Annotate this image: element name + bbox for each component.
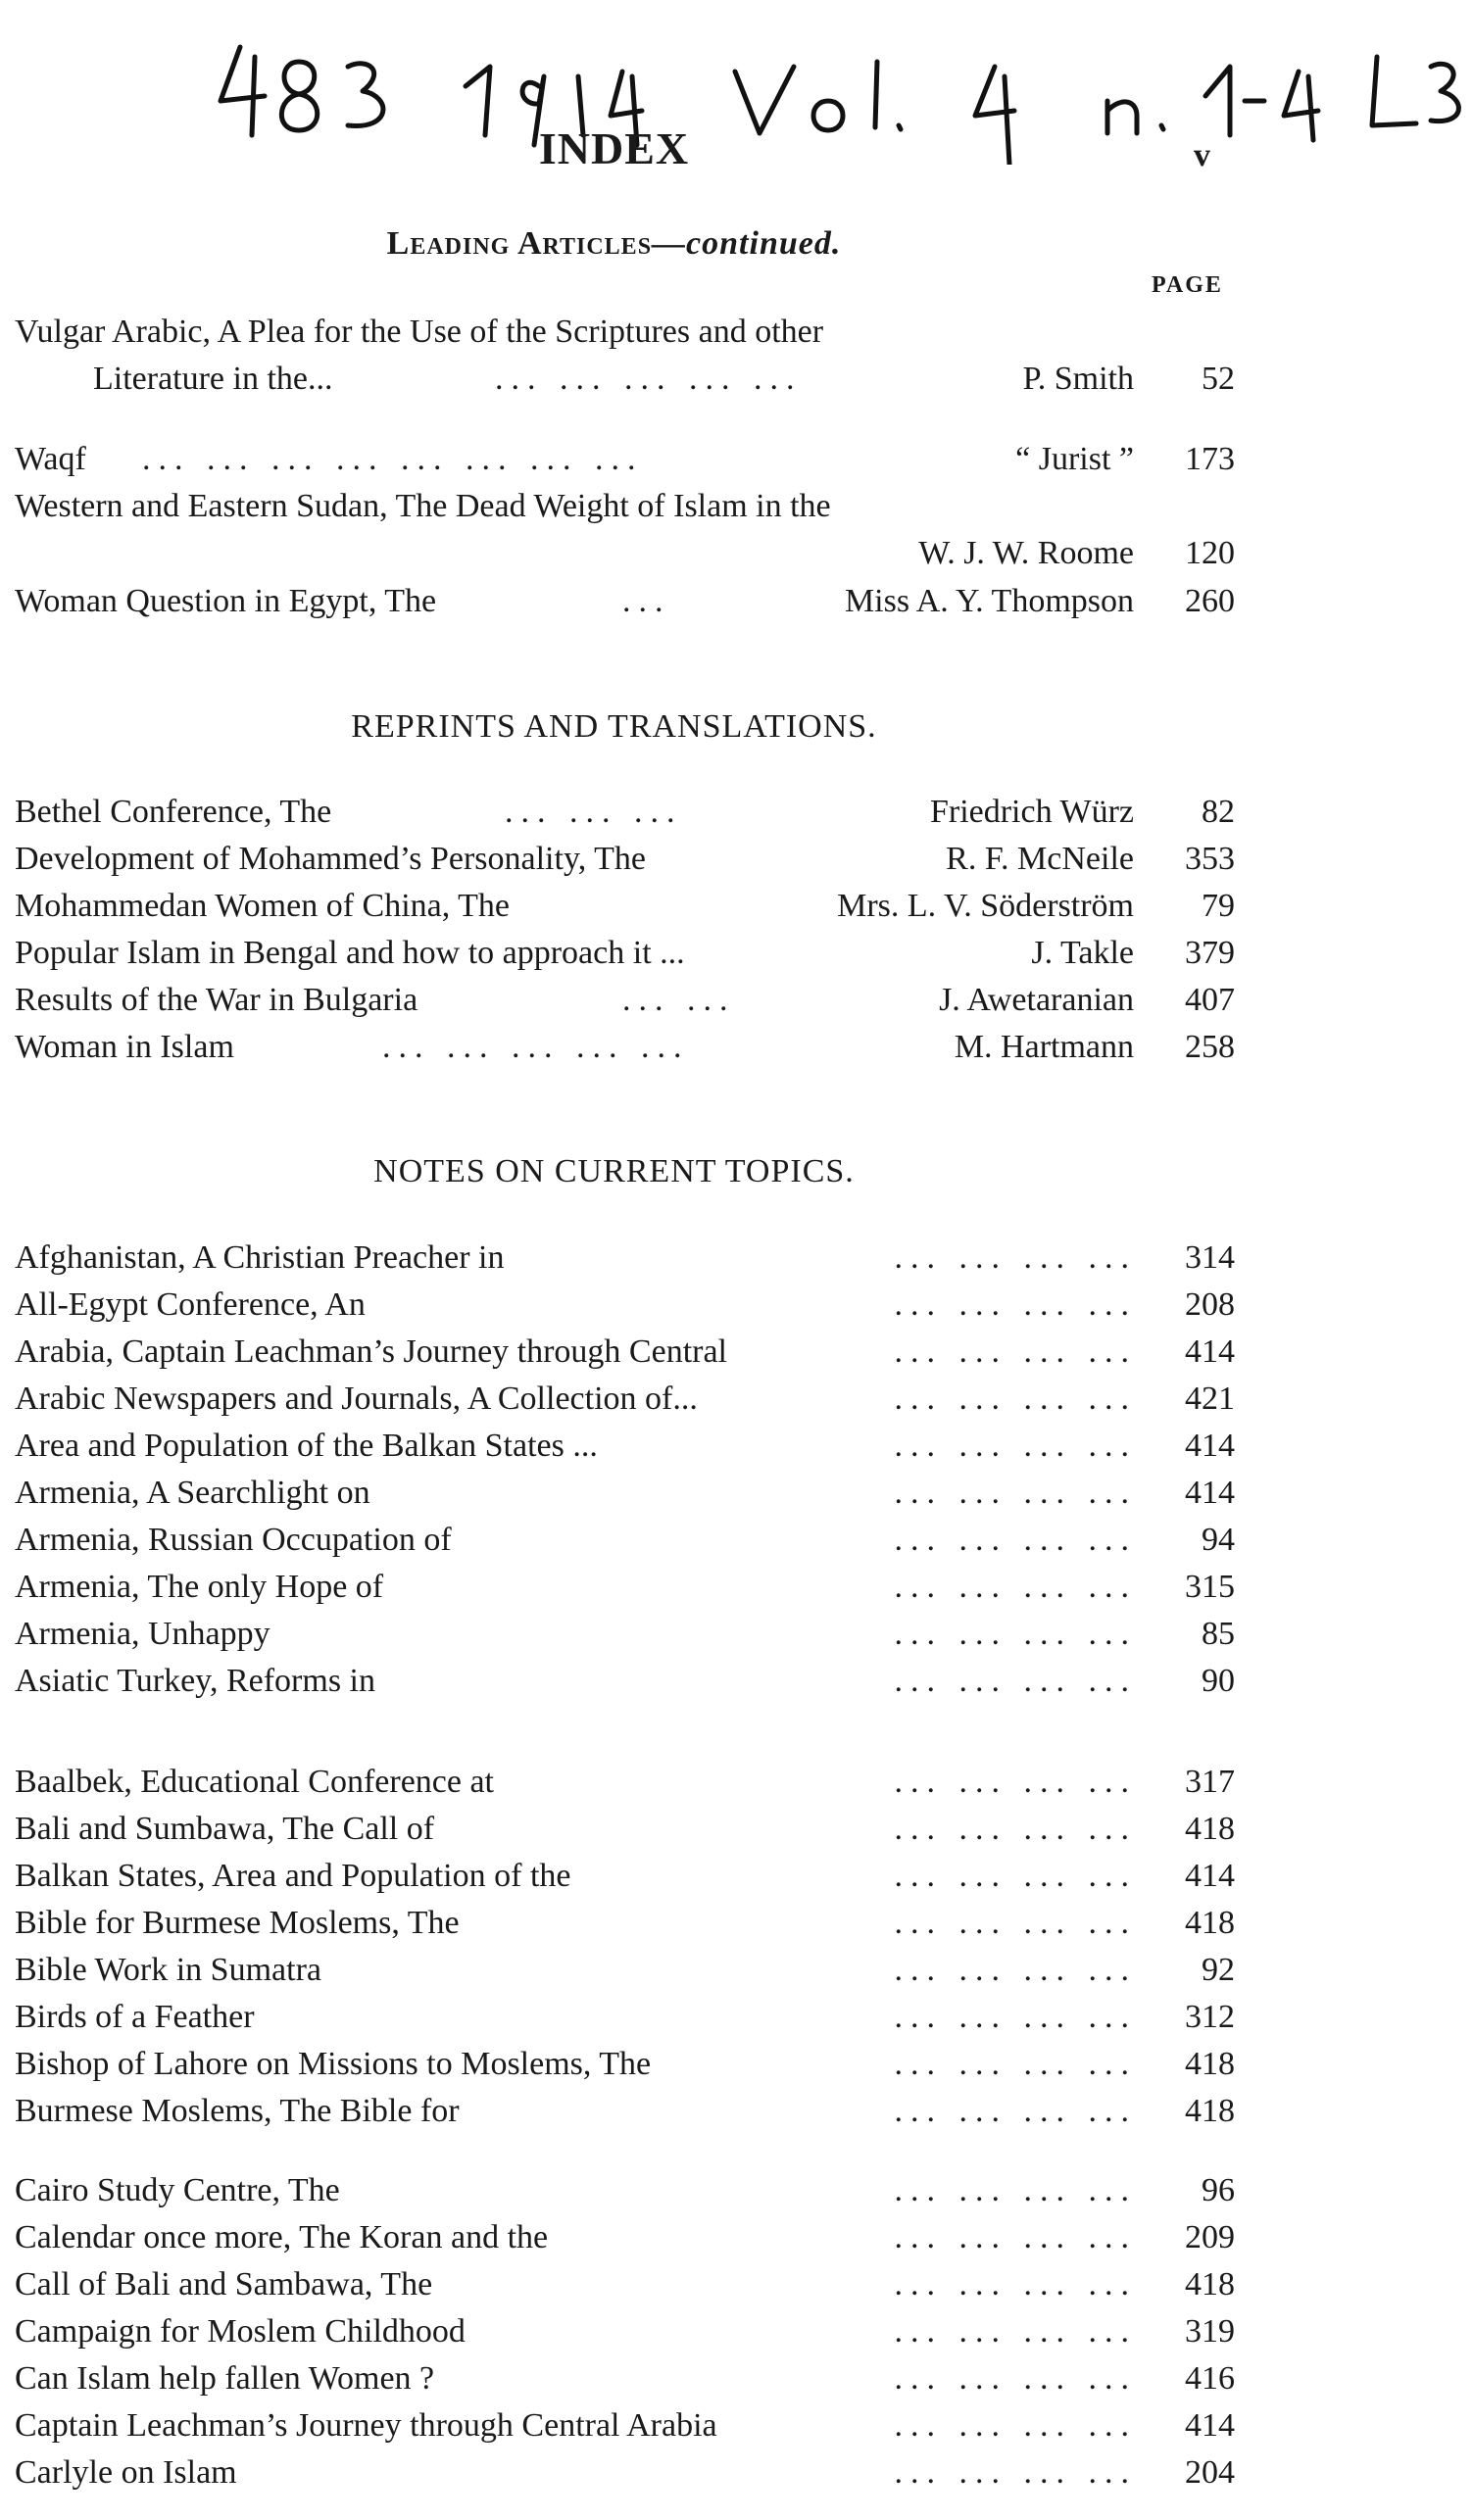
entry-author: W. J. W. Roome (918, 535, 1134, 571)
entry-page: 209 (1185, 2219, 1235, 2255)
leader-dots: ... ... ... ... (894, 2219, 1137, 2255)
entry-page: 317 (1185, 1764, 1235, 1800)
entry-page: 260 (1185, 583, 1235, 619)
entry-author: J. Awetaranian (939, 982, 1134, 1018)
entry-title: Bishop of Lahore on Missions to Moslems, The (15, 2046, 652, 2082)
entry-page: 418 (1185, 1905, 1235, 1941)
entry-page: 418 (1185, 2266, 1235, 2302)
section-heading-reprints: REPRINTS AND TRANSLATIONS. (351, 708, 877, 745)
leader-dots: ... ... ... ... (894, 1663, 1137, 1699)
entry-author: P. Smith (1022, 361, 1134, 397)
entry-title: Results of the War in Bulgaria (15, 982, 418, 1018)
entry-title: Calendar once more, The Koran and the (15, 2219, 549, 2255)
leader-dots: ... ... ... ... (894, 1999, 1137, 2035)
entry-page: 418 (1185, 1811, 1235, 1847)
entry-page: 82 (1202, 794, 1235, 830)
leader-dots: ... ... ... ... (894, 2172, 1137, 2208)
entry-page: 319 (1185, 2313, 1235, 2350)
entry-title: Baalbek, Educational Conference at (15, 1764, 494, 1800)
entry-page: 96 (1202, 2172, 1235, 2208)
entry-title: Literature in the... (93, 361, 333, 397)
entry-page: 416 (1185, 2360, 1235, 2397)
entry-page: 52 (1202, 361, 1235, 397)
entry-page: 204 (1185, 2454, 1235, 2491)
entry-title: Mohammedan Women of China, The (15, 888, 510, 924)
leader-dots: ... ... ... (505, 794, 683, 830)
leader-dots: ... ... ... ... ... (382, 1029, 690, 1065)
leader-dots: ... ... ... ... (894, 2093, 1137, 2129)
entry-page: 407 (1185, 982, 1235, 1018)
leader-dots: ... ... ... ... (894, 1905, 1137, 1941)
leader-dots: ... ... ... ... (894, 1569, 1137, 1605)
entry-title: Burmese Moslems, The Bible for (15, 2093, 460, 2129)
entry-author: J. Takle (1031, 935, 1134, 971)
entry-page: 379 (1185, 935, 1235, 971)
entry-page: 414 (1185, 1333, 1235, 1370)
entry-page: 208 (1185, 1286, 1235, 1323)
entry-page: 414 (1185, 2407, 1235, 2444)
entry-page: 418 (1185, 2046, 1235, 2082)
entry-author: Mrs. L. V. Söderström (837, 888, 1134, 924)
entry-title: Armenia, A Searchlight on (15, 1475, 370, 1511)
entry-title: Call of Bali and Sambawa, The (15, 2266, 433, 2302)
entry-page: 418 (1185, 2093, 1235, 2129)
entry-title: All-Egypt Conference, An (15, 1286, 366, 1323)
entry-page: 94 (1202, 1522, 1235, 1558)
leader-dots: ... ... ... ... (894, 1475, 1137, 1511)
leader-dots: ... ... ... ... (894, 1333, 1137, 1370)
entry-title: Vulgar Arabic, A Plea for the Use of the Scriptures and other (15, 314, 824, 350)
leader-dots: ... ... ... ... (894, 2360, 1137, 2397)
leader-dots: ... ... ... ... (894, 2266, 1137, 2302)
entry-page: 120 (1185, 535, 1235, 571)
entry-title: Popular Islam in Bengal and how to approach it ... (15, 935, 685, 971)
entry-title: Development of Mohammed’s Personality, The (15, 841, 646, 877)
entry-title: Campaign for Moslem Childhood (15, 2313, 466, 2350)
entry-page: 414 (1185, 1475, 1235, 1511)
entry-title: Bible for Burmese Moslems, The (15, 1905, 460, 1941)
leader-dots: ... ... ... ... (894, 1764, 1137, 1800)
entry-title: Woman Question in Egypt, The (15, 583, 437, 619)
entry-title: Area and Population of the Balkan States ... (15, 1428, 598, 1464)
entry-title: Captain Leachman’s Journey through Central Arabia (15, 2407, 717, 2444)
page-number: v (1194, 137, 1210, 173)
leader-dots: ... ... ... ... (894, 1286, 1137, 1323)
leader-dots: ... ... ... ... (894, 1952, 1137, 1988)
entry-author: “ Jurist ” (1015, 441, 1134, 477)
entry-title: Arabic Newspapers and Journals, A Collection of... (15, 1381, 698, 1417)
entry-author: R. F. McNeile (946, 841, 1134, 877)
section-heading-notes: NOTES ON CURRENT TOPICS. (373, 1153, 855, 1189)
page-title: INDEX (538, 123, 690, 173)
leader-dots: ... ... (622, 982, 736, 1018)
leader-dots: ... ... ... ... (894, 1522, 1137, 1558)
leader-dots: ... ... ... ... (894, 2313, 1137, 2350)
entry-page: 258 (1185, 1029, 1235, 1065)
entry-title: Bali and Sumbawa, The Call of (15, 1811, 435, 1847)
entry-title: Carlyle on Islam (15, 2454, 237, 2491)
entry-page: 85 (1202, 1616, 1235, 1652)
entry-title: Arabia, Captain Leachman’s Journey through Central (15, 1333, 727, 1370)
leader-dots: ... ... ... ... (894, 1858, 1137, 1894)
leader-dots: ... ... ... ... (894, 1428, 1137, 1464)
entry-title: Armenia, The only Hope of (15, 1569, 384, 1605)
heading-text: Leading Articles (386, 225, 653, 262)
leader-dots: ... ... ... ... (894, 2046, 1137, 2082)
entry-title: Afghanistan, A Christian Preacher in (15, 1239, 505, 1276)
entry-page: 79 (1202, 888, 1235, 924)
entry-title: Cairo Study Centre, The (15, 2172, 340, 2208)
entry-page: 312 (1185, 1999, 1235, 2035)
entry-title: Bible Work in Sumatra (15, 1952, 321, 1988)
entry-title: Waqf (15, 441, 86, 477)
leader-dots: ... ... ... ... ... (495, 361, 803, 397)
entry-title: Asiatic Turkey, Reforms in (15, 1663, 376, 1699)
entry-page: 414 (1185, 1858, 1235, 1894)
section-heading-leading-articles (0, 225, 1228, 263)
entry-page: 414 (1185, 1428, 1235, 1464)
entry-page: 92 (1202, 1952, 1235, 1988)
leader-dots: ... ... ... ... (894, 2454, 1137, 2491)
leader-dots: ... ... ... ... (894, 1811, 1137, 1847)
entry-title: Armenia, Russian Occupation of (15, 1522, 452, 1558)
page-column-label: PAGE (1152, 272, 1223, 298)
entry-title: Balkan States, Area and Population of the (15, 1858, 571, 1894)
leader-dots: ... ... ... ... ... ... ... ... (142, 441, 644, 477)
leader-dots: ... ... ... ... (894, 1616, 1137, 1652)
entry-page: 421 (1185, 1381, 1235, 1417)
entry-page: 314 (1185, 1239, 1235, 1276)
entry-page: 173 (1185, 441, 1235, 477)
entry-page: 353 (1185, 841, 1235, 877)
leader-dots: ... ... ... ... (894, 1381, 1137, 1417)
entry-title: Woman in Islam (15, 1029, 234, 1065)
entry-title: Armenia, Unhappy (15, 1616, 270, 1652)
leader-dots: ... ... ... ... (894, 1239, 1137, 1276)
entry-title: Can Islam help fallen Women ? (15, 2360, 435, 2397)
entry-author: Friedrich Würz (929, 794, 1134, 830)
heading-suffix: —continued. (652, 225, 842, 262)
entry-title: Birds of a Feather (15, 1999, 255, 2035)
entry-author: Miss A. Y. Thompson (844, 583, 1134, 619)
entry-author: M. Hartmann (954, 1029, 1134, 1065)
entry-title: Western and Eastern Sudan, The Dead Weight of Islam in the (15, 488, 831, 524)
entry-title: Bethel Conference, The (15, 794, 332, 830)
leader-dots: ... (622, 583, 671, 619)
leader-dots: ... ... ... ... (894, 2407, 1137, 2444)
entry-page: 315 (1185, 1569, 1235, 1605)
entry-page: 90 (1202, 1663, 1235, 1699)
